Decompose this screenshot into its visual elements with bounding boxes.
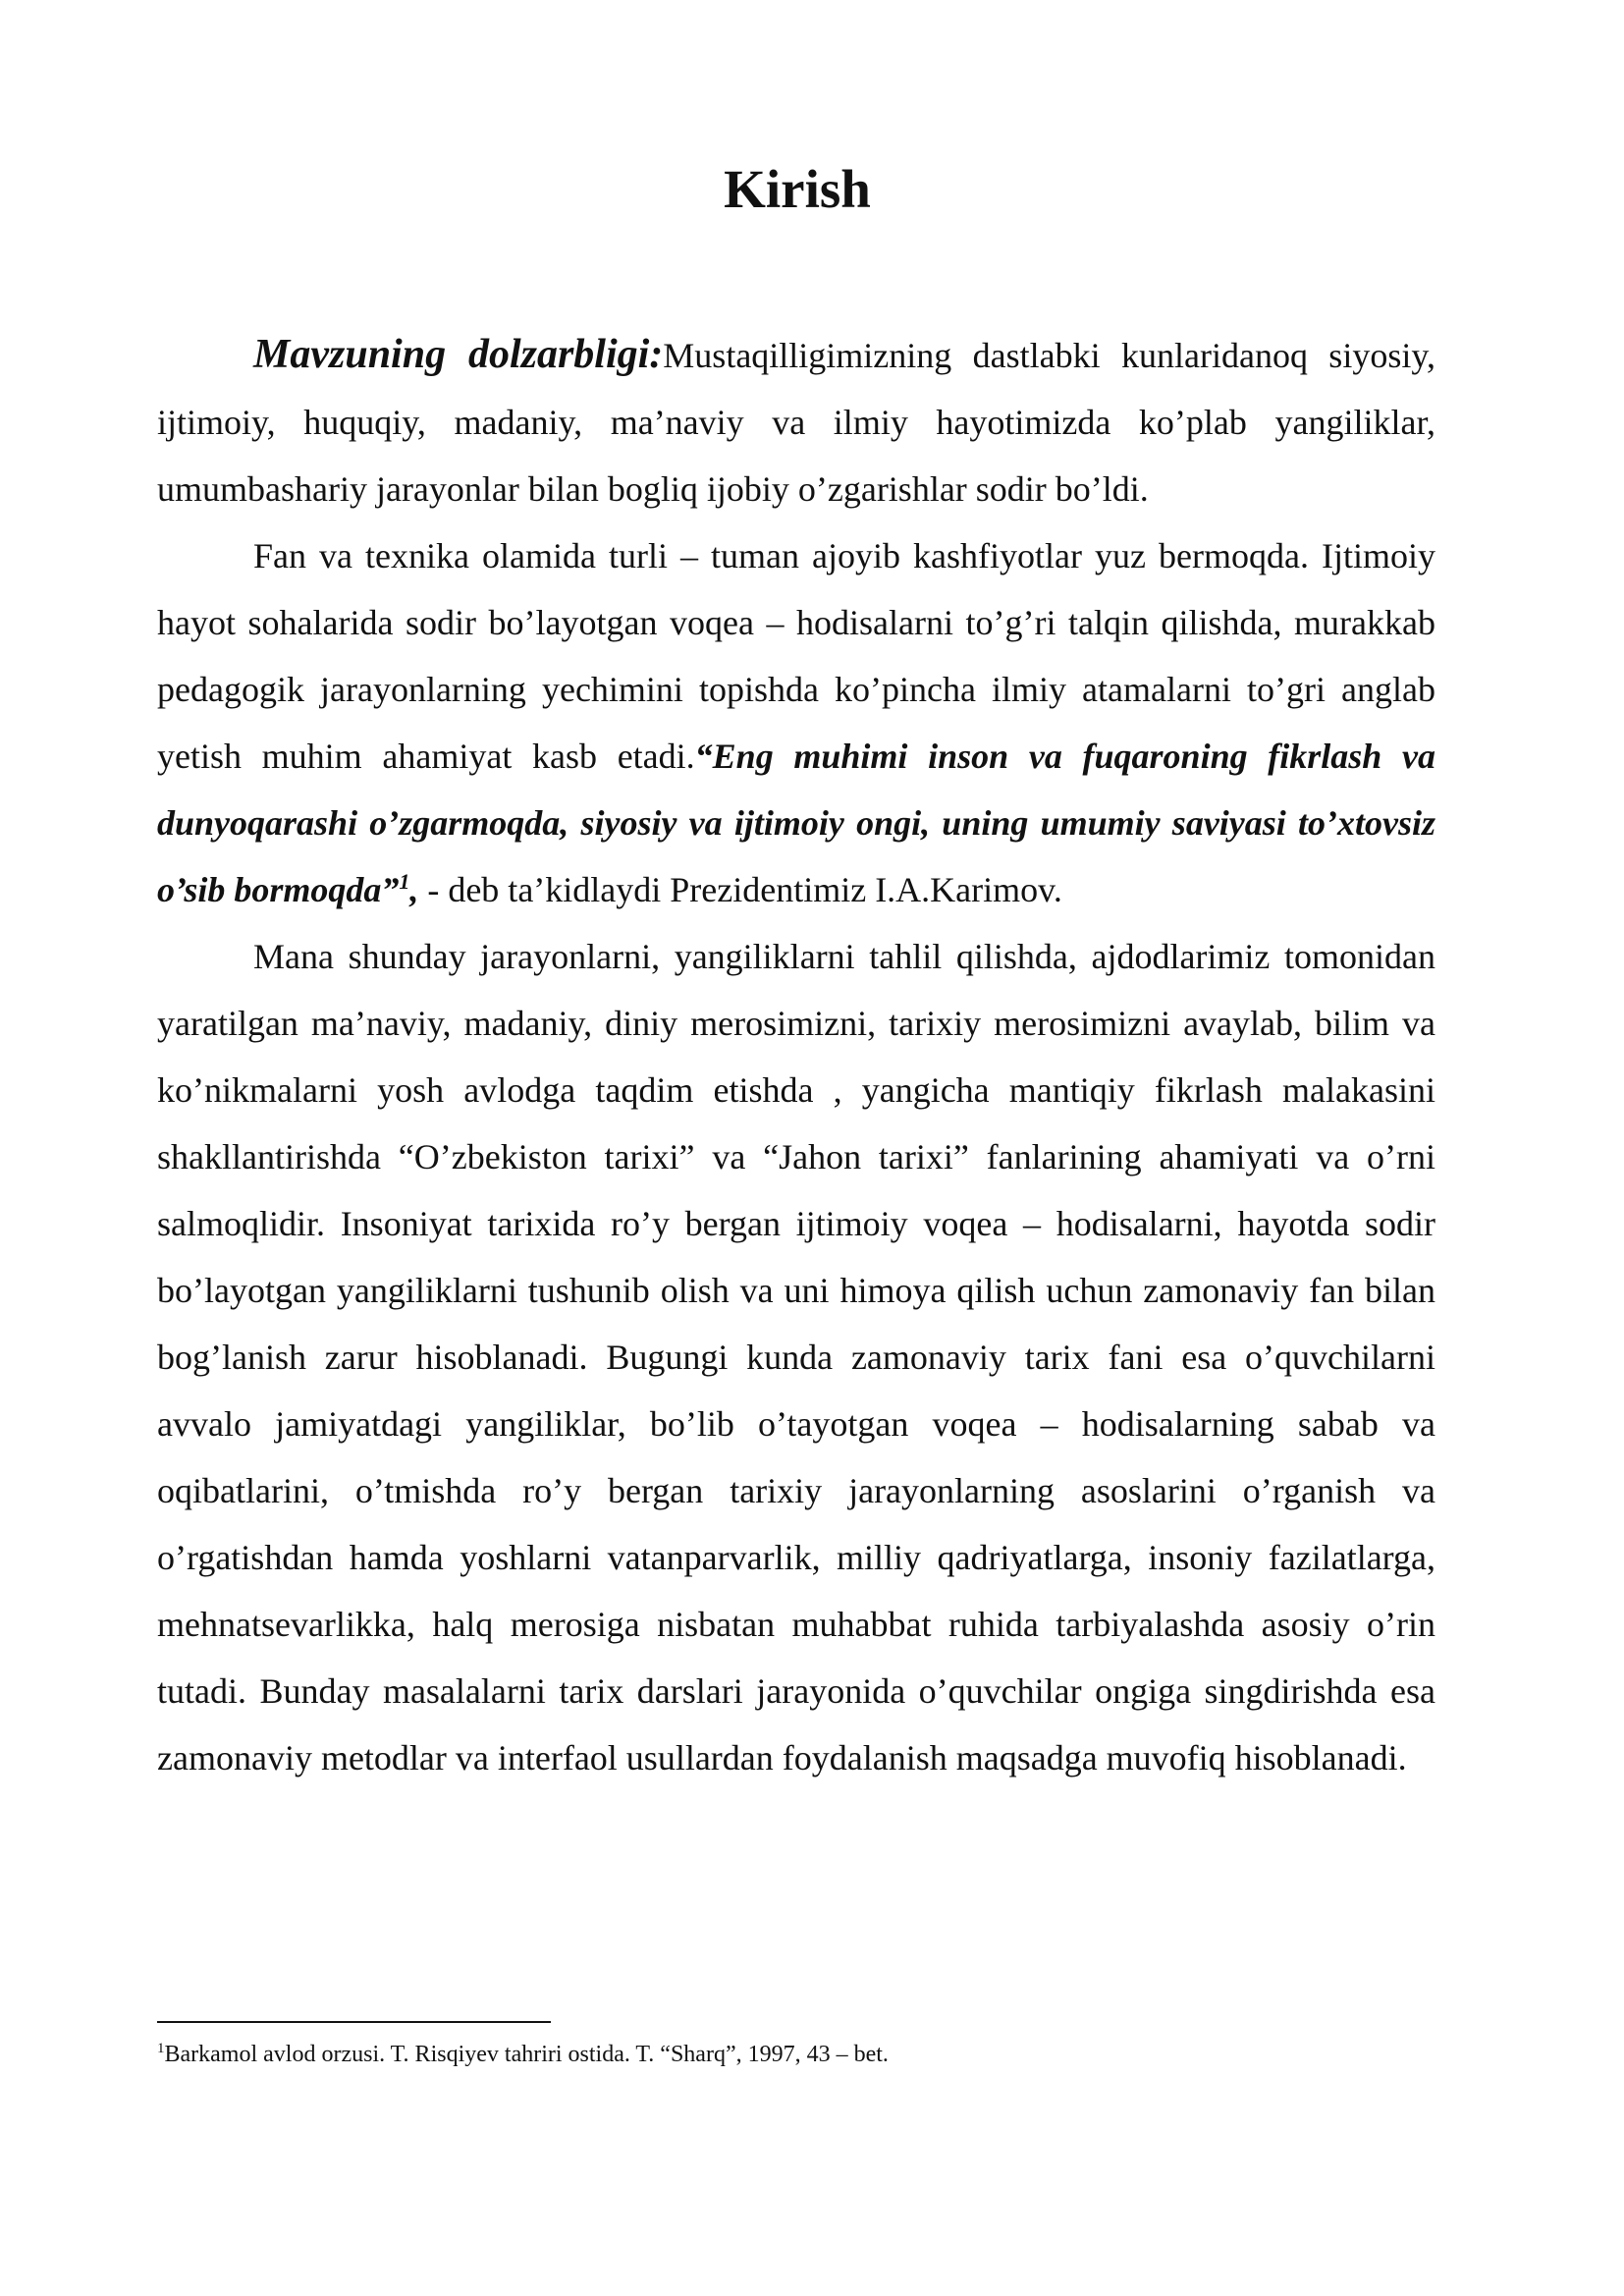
paragraph-text: Fan va texnika olamida turli – tuman ajoyib kashfiyotlar yuz bermoqda. Ijtimoiy hayot sohalarida sodir bo’layotgan voqea – hodisalarni to’g’ri talqin qilishda, murakkab pedagogik jarayonlarning yechimini topishda ko’pincha ilmiy atamalarni to’gri anglab yetish muhim ahamiyat kasb etadi. xyxy=(157,536,1435,776)
page-title: Kirish xyxy=(724,159,871,219)
paragraph-lead-heading: Mavzuning dolzarbligi: xyxy=(253,332,664,377)
paragraph-history xyxy=(157,923,1435,1791)
footnote-number: 1 xyxy=(157,2041,165,2056)
paragraph-text: - deb ta’kidlaydi Prezidentimiz I.A.Karimov. xyxy=(418,870,1062,909)
footnote-text: Barkamol avlod orzusi. T. Risqiyev tahriri ostida. T. “Sharq”, 1997, 43 – bet. xyxy=(164,2042,889,2067)
body-text xyxy=(157,321,1435,1791)
footnote xyxy=(157,2039,1435,2070)
quote-comma: , xyxy=(409,870,419,909)
paragraph-relevance xyxy=(157,321,1435,522)
footnote-separator xyxy=(157,2021,551,2023)
paragraph-text: Mana shunday jarayonlarni, yangiliklarni tahlil qilishda, ajdodlarimiz tomonidan yaratilgan ma’naviy, madaniy, diniy merosimizni, tarixiy merosimizni avaylab, bilim va ko’nikmalarni yosh avlodga taqdim etishda , yangicha mantiqiy fikrlash malakasini shakllantirishda “O’zbekiston tarixi” va “Jahon tarixi” fanlarining ahamiyati va o’rni salmoqlidir. Insoniyat tarixida ro’y bergan ijtimoiy voqea – hodisalarni, hayotda sodir bo’layotgan yangiliklarni tushunib olish va uni himoya qilish uchun zamonaviy fan bilan bog’lanish zarur hisoblanadi. Bugungi kunda zamonaviy tarix fani esa o’quvchilarni avvalo jamiyatdagi yangiliklar, bo’lib o’tayotgan voqea – hodisalarning sabab va oqibatlarini, o’tmishda ro’y bergan tarixiy jarayonlarning asoslarini o’rganish va o’rgatishdan hamda yoshlarni vatanparvarlik, milliy qadriyatlarga, insoniy fazilatlarga, mehnatsevarlikka, halq merosiga nisbatan muhabbat ruhida tarbiyalashda asosiy o’rin tutadi. Bunday masalalarni tarix darslari jarayonida o’quvchilar ongiga singdirishda esa zamonaviy metodlar va interfaol usullardan foydalanish maqsadga muvofiq hisoblanadi. xyxy=(157,937,1435,1777)
paragraph-science xyxy=(157,522,1435,923)
president-quote: “Eng muhimi inson va fuqaroning fikrlash va dunyoqarashi o’zgarmoqda, siyosiy va ijtimoiy ongi, uning umumiy saviyasi to’xtovsiz o’sib bormoqda” xyxy=(157,737,1435,909)
paragraph-text: Mustaqilligimizning dastlabki kunlaridanoq siyosiy, ijtimoiy, huquqiy, madaniy, ma’naviy va ilmiy hayotimizda ko’plab yangiliklar, umumbashariy jarayonlar bilan bogliq ijobiy o’zgarishlar sodir bo’ldi. xyxy=(157,336,1435,509)
footnote-reference[interactable]: 1 xyxy=(399,869,410,894)
